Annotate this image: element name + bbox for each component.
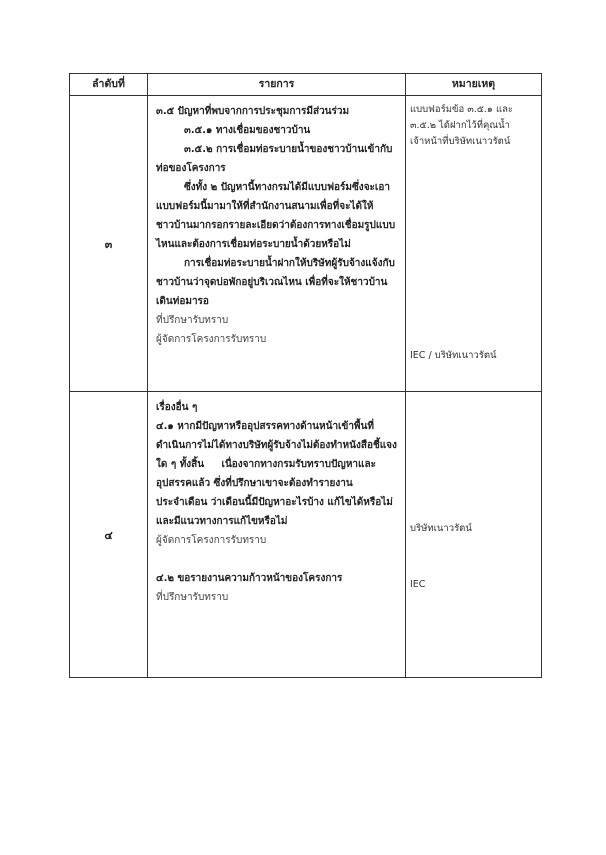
row-content (148, 96, 406, 392)
paragraph-line: แบบฟอร์มนี้มามาให้ที่สำนักงานสนามเพื่อที่จะได้ให้ (156, 201, 374, 212)
section-heading: เรื่องอื่น ๆ (156, 402, 198, 413)
remark-line: เจ้าหน้าที่บริษัทเนาวรัตน์ (410, 136, 511, 147)
paragraph-line: การเชื่อมท่อระบายน้ำฝากให้บริษัทผู้รับจ้างแจ้งกับ (184, 258, 395, 269)
paragraph-line: ประจำเดือน ว่าเดือนนี้มีปัญหาอะไรบ้าง แก้ไขได้หรือไม่ (156, 497, 393, 508)
paragraph-line: เดินท่อมารอ (156, 296, 209, 307)
acknowledgement: ที่ปรึกษารับทราบ (156, 592, 229, 603)
subsection-3-5-1: ๓.๕.๑ ทางเชื่อมของชาวบ้าน (184, 125, 311, 136)
table-row (70, 392, 542, 678)
header-no: ลำดับที่ (70, 74, 148, 96)
paragraph-line: ชาวบ้านมากรอกรายละเอียดว่าต้องการทางเชื่อมรูปแบบ (156, 220, 396, 231)
paragraph-line: ใด ๆ ทั้งสิ้น เนื่องจากทางกรมรับทราบปัญหาและ (156, 459, 376, 470)
paragraph-line: ๔.๑ หากมีปัญหาหรืออุปสรรคทางด้านหน้าเข้าพื้นที่ (156, 421, 374, 432)
paragraph-line: ไหนและต้องการเชื่อมท่อระบายน้ำด้วยหรือไม่ (156, 239, 351, 250)
row-number: ๔ (70, 392, 148, 678)
paragraph-line: ชาวบ้านว่าจุดบ่อพักอยู่บริเวณไหน เพื่อที่จะให้ชาวบ้าน (156, 277, 388, 288)
header-remarks: หมายเหตุ (406, 74, 542, 96)
subsection-4-2: ๔.๒ ขอรายงานความก้าวหน้าของโครงการ (156, 573, 343, 584)
paragraph-line: และมีแนวทางการแก้ไขหรือไม่ (156, 516, 288, 527)
row-remarks (406, 392, 542, 678)
subsection-3-5-2-cont: ท่อของโครงการ (156, 163, 226, 174)
acknowledgement: ผู้จัดการโครงการรับทราบ (156, 535, 267, 546)
row-content (148, 392, 406, 678)
remark-responsible: บริษัทเนาวรัตน์ (410, 523, 472, 534)
row-remarks (406, 96, 542, 392)
acknowledgement: ผู้จัดการโครงการรับทราบ (156, 334, 267, 345)
remark-line: ๓.๕.๒ ได้ฝากไว้ที่คุณน้ำ (410, 120, 510, 131)
paragraph-line: ดำเนินการไม่ได้ทางบริษัทผู้รับจ้างไม่ต้องทำหนังสือชี้แจง (156, 440, 397, 451)
acknowledgement: ที่ปรึกษารับทราบ (156, 315, 229, 326)
table-header-row (70, 74, 542, 96)
row-number: ๓ (70, 96, 148, 392)
header-item: รายการ (148, 74, 406, 96)
paragraph-line: ซึ่งทั้ง ๒ ปัญหานี้ทางกรมได้มีแบบฟอร์มซึ่งจะเอา (184, 182, 390, 193)
table-row (70, 96, 542, 392)
remark-line: แบบฟอร์มข้อ ๓.๕.๑ และ (410, 104, 514, 115)
paragraph-line: อุปสรรคแล้ว ซึ่งที่ปรึกษาเขาจะต้องทำรายงาน (156, 478, 353, 489)
remark-responsible: IEC (410, 579, 426, 590)
section-heading: ๓.๕ ปัญหาที่พบจากการประชุมการมีส่วนร่วม (156, 106, 350, 117)
remark-responsible: IEC / บริษัทเนาวรัตน์ (410, 350, 497, 361)
minutes-table (69, 73, 542, 678)
subsection-3-5-2: ๓.๕.๒ การเชื่อมท่อระบายน้ำของชาวบ้านเข้ากับ (184, 144, 393, 155)
